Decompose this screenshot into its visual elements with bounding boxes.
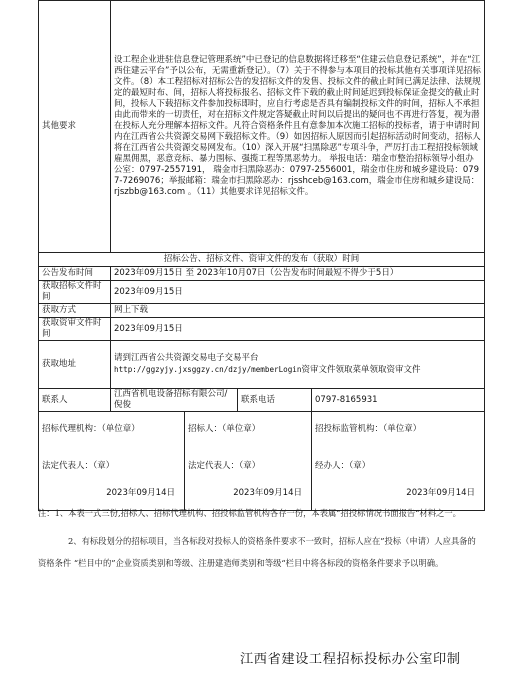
signature-agency: [39, 412, 185, 511]
note-2: 2、有标段划分的招标项目，当各标段对投标人的资格条件要求不一致时，招标人应在”投标（申请）人应具备的资格条件 “栏目中的”企业资质类别和等级、注册建造师类别和等级“栏目中将各标段的资格条件要求予以明确。: [38, 536, 476, 568]
address-url-link[interactable]: http://ggzyjy.jxsggzy.cn/dzjy/memberLogin: [114, 365, 302, 374]
agency-date: 2023年09月14日: [106, 487, 175, 498]
contact-row: [39, 389, 485, 412]
agency-seal-label: 招标代理机构：（单位章）: [42, 423, 140, 434]
signature-tenderer: [185, 412, 312, 511]
agency-rep-label: 法定代表人：（章）: [42, 460, 115, 471]
address-line1: 请到江西省公共资源交易电子交易平台: [114, 353, 259, 363]
qual-doc-time-value: 2023年09月15日: [111, 318, 485, 341]
contact-value: 江西省机电设备招标有限公司/倪俊: [111, 389, 238, 412]
tender-doc-time-label: 获取招标文件时间: [39, 281, 111, 304]
supervisor-date: 2023年09月14日: [406, 487, 476, 498]
tender-doc-time-value: 2023年09月15日: [111, 281, 485, 304]
publish-time-row: [39, 267, 485, 281]
notes-block: [38, 502, 484, 574]
tender-info-table: [38, 0, 485, 511]
tenderer-date: 2023年09月14日: [233, 487, 302, 498]
method-row: [39, 304, 485, 318]
tender-doc-time-row: [39, 281, 485, 304]
section-title: 招标公告、招标文件、资审文件的发布（获取）时间: [39, 253, 485, 267]
method-value: 网上下载: [111, 304, 485, 318]
contact-phone-value: 0797-8165931: [312, 389, 485, 412]
qual-doc-time-label: 获取资审文件时间: [39, 318, 111, 341]
other-requirements-text: 设工程企业进驻信息登记管理系统”中已登记的信息数据将迁移至“住建云信息登记系统”，并在“江西住建云平台”予以公布，无需重新登记）。（7）关于不得参与本项目的投标其他有关事项详见招标文件。（8）本工程招标对招标公告的发招标文件的发售、投标文件的截止时间已满足法律、法规规定的最短时布、间，招标人将投标报名、招标文件下载的截止时间延迟到投标保证金提交的截止时间，投标人下载招标文件参加投标即时，应自行考虑是否具有编制投标文件的时间，招标人不承担由此而带来的一切责任，对在招标文件规定答疑截止时间以后提出的疑问也不再进行答复，视为潜在投标人充分理解本招标文件。凡符合资格条件且有意参加本次施工招标的投标者，请于申请时间内在江西省公共资源交易网下载招标文件。（9）如因招标人原因而引起招标活动时间变动，招标人将在江西省公共资源交易网发布。（10）深入开展“扫黑除恶”专项斗争，严厉打击工程招投标领域雇黑佣黑，恶意竞标、暴力围标、强揽工程等黑恶势力。 举报电话：瑞金市整治招标领导小组办公室：0797-2557191， 瑞金市扫黑除恶办：0797-2556001，瑞金市住房和城乡建设局：0797-7269076；举报邮箱：瑞金市扫黑除恶办：rjsshceb@163.com，瑞金市住房和城乡建设局： rjszbb@163.com 。（11）其他要求详见招标文件。: [111, 1, 485, 253]
contact-label: 联系人: [39, 389, 111, 412]
contact-phone-label: 联系电话: [238, 389, 312, 412]
tenderer-seal-label: 招标人：（单位章）: [188, 423, 261, 434]
other-requirements-label: 其他要求: [39, 1, 111, 253]
qual-doc-time-row: [39, 318, 485, 341]
address-value: [111, 341, 485, 389]
tenderer-rep-label: 法定代表人：（章）: [188, 460, 261, 471]
note-1: 注：1、本表一式三份,招标人、招标代理机构、招投标监管机构各存一份，本表属”招投标情况书面报告“材料之一。: [38, 508, 461, 518]
publish-time-label: 公告发布时间: [39, 267, 111, 281]
address-row: [39, 341, 485, 389]
supervisor-seal-label: 招投标监管机构：（单位章）: [315, 423, 422, 434]
address-label: 获取地址: [39, 341, 111, 389]
publish-time-value: 2023年09月15日 至 2023年10月07日（公告发布时间最短不得少于5日）: [111, 267, 485, 281]
signature-supervisor: [312, 412, 485, 511]
method-label: 获取方式: [39, 304, 111, 318]
supervisor-rep-label: 经办人：（章）: [315, 460, 371, 471]
signature-row: [39, 412, 485, 511]
other-requirements-row: [39, 1, 485, 253]
section-row: [39, 253, 485, 267]
address-line2: 资审文件领取菜单领取资审文件: [301, 365, 421, 375]
footer-title: 江西省建设工程招标投标办公室印制: [240, 652, 461, 667]
